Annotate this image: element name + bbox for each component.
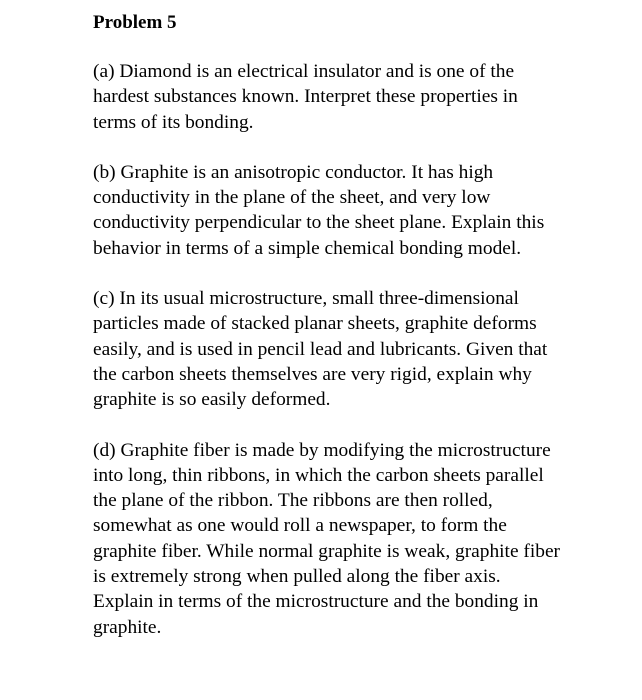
part-a-text: (a) Diamond is an electrical insulator and is one of the hardest substances known. Interpret these properties in terms of its bonding. xyxy=(93,61,518,133)
problem-title: Problem 5 xyxy=(93,12,177,33)
part-b-text: (b) Graphite is an anisotropic conductor. It has high conductivity in the plane of the sheet, and very low conductivity perpendicular to the sheet plane. Explain this behavior in terms of a simple chemical bonding model. xyxy=(93,161,545,259)
problem-document xyxy=(93,11,563,665)
part-c-text: (c) In its usual microstructure, small three-dimensional particles made of stacked planar sheets, graphite deforms easily, and is used in pencil lead and lubricants. Given that the carbon sheets themselves are very rigid, explain why graphite is so easily deformed. xyxy=(93,288,548,411)
part-d-text: (d) Graphite fiber is made by modifying the microstructure into long, thin ribbons, in which the carbon sheets parallel the plane of the ribbon. The ribbons are then rolled, somewhat as one would roll a newspaper, to form the graphite fiber. While normal graphite is weak, graphite fiber is extremely strong when pulled along the fiber axis. Explain in terms of the microstructure and the bonding in graphite. xyxy=(93,439,561,638)
